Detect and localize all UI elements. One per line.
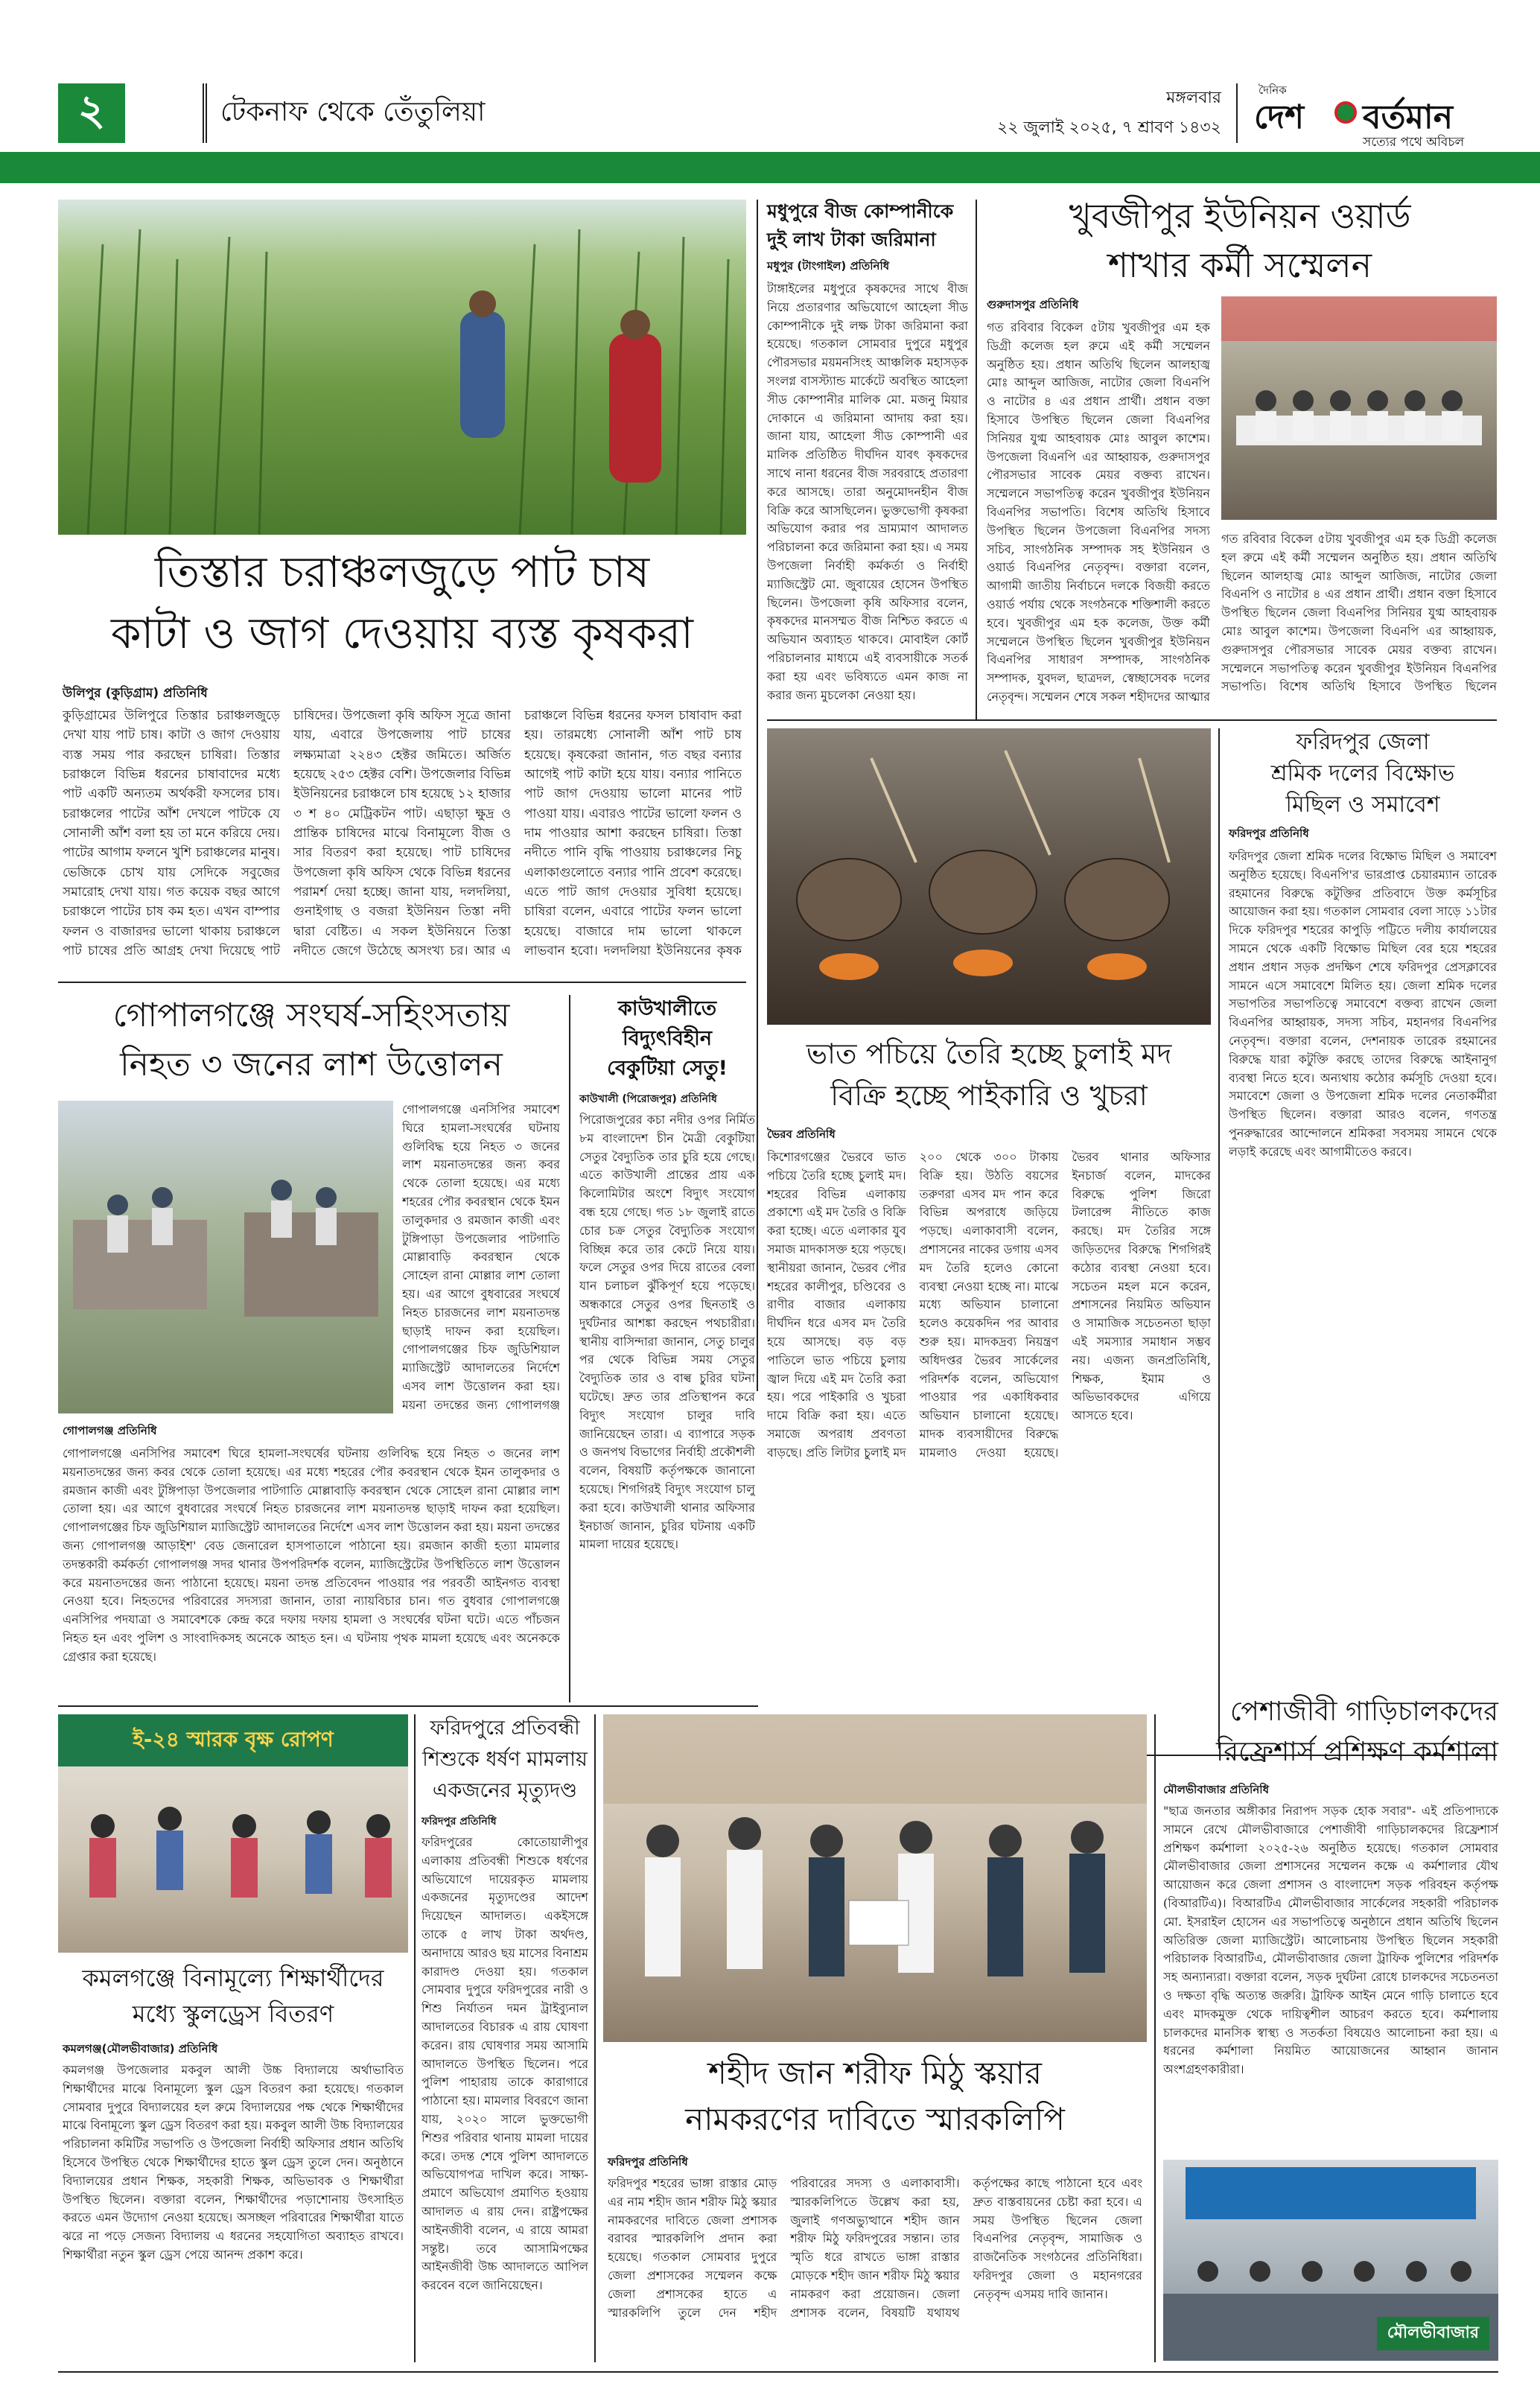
khubjipur-meeting-photo (1221, 296, 1497, 520)
masthead-divider-right (1236, 83, 1238, 143)
khubjipur-headline-2: শাখার কর্মী সম্মেলন (1107, 245, 1372, 285)
chulai-headline-2: বিক্রি হচ্ছে পাইকারি ও খুচরা (830, 1079, 1148, 1112)
paper-prefix: দৈনিক (1259, 83, 1287, 97)
khubjipur-headline-1: খুবজীপুর ইউনিয়ন ওয়ার্ড (1069, 196, 1411, 236)
driver-headline-1: পেশাজীবী গাড়িচালকদের (1229, 1696, 1498, 1727)
khubjipur-body-continued: গত রবিবার বিকেল ৫টায় খুবজীপুর এম হক ডিগ্রী কলেজ হল রুমে এই কর্মী সম্মেলন অনুষ্ঠিত হয়। প্রধান অতিথি ছিলেন আলহাজ্ব মোঃ আব্দুল আজিজ, নাটোর জেলা বিএনপি ও নাটোর ৪ এর প্রধান প্রার্থী। প্রধান বক্তা হিসাবে উপস্থিত ছিলেন জেলা বিএনপির সিনিয়র যুগ্ম আহবায়ক মোঃ আবুল কাশেম। উপজেলা বিএনপি এর আহ্বায়ক, গুরুদাসপুর পৌরসভার সাবেক মেয়র বক্তব্য রাখেন। সম্মেলনে সভাপতিত্ব করেন খুবজীপুর ইউনিয়ন বিএনপির সভাপতি। বিশেষ অতিথি হিসাবে উপস্থিত ছিলেন (1221, 532, 1497, 694)
tagline: সত্যের পথে অবিচল (1363, 135, 1465, 150)
weekday: মঙ্গলবার (1166, 89, 1221, 107)
bridge-byline: কাউখালী (পিরোজপুর) প্রতিনিধি (579, 1093, 717, 1105)
rape-headline-1: ফরিদপুরে প্রতিবন্ধী (430, 1717, 580, 1740)
driver-byline: মৌলভীবাজার প্রতিনিধি (1163, 1783, 1269, 1796)
rape-body: ফরিদপুরের কোতোয়ালীপুর এলাকায় প্রতিবন্ধী শিশুকে ধর্ষণের অভিযোগে দায়েরকৃত মামলায় একজনের মৃত্যুদণ্ডের আদেশ দিয়েছেন আদালত। একইসঙ্গে তাকে ৫ লাখ টাকা অর্থদণ্ড, অনাদায়ে আরও ছয় মাসের বিনাশ্রম কারাদণ্ড দেওয়া হয়। গতকাল সোমবার দুপুরে ফরিদপুরের নারী ও শিশু নির্যাতন দমন ট্রাইব্যুনাল আদালতের বিচারক এ রায় ঘোষণা করেন। রায় ঘোষণার সময় আসামি আদালতে উপস্থিত ছিলেন। পরে পুলিশ পাহারায় তাকে কারাগারে পাঠানো হয়। মামলার বিবরণে জানা যায়, ২০২০ সালে ভুক্তভোগী শিশুর পরিবার থানায় মামলা দায়ের করে। তদন্ত শেষে পুলিশ আদালতে অভিযোগপত্র দাখিল করে। সাক্ষ্য-প্রমাণে অভিযোগ প্রমাণিত হওয়ায় আদালত এ রায় দেন। রাষ্ট্রপক্ষের আইনজীবী বলেন, এ রায়ে আমরা সন্তুষ্ট। তবে আসামিপক্ষের আইনজীবী উচ্চ আদালতে আপিল করবেন বলে জানিয়েছেন। (421, 1835, 588, 2293)
sromik-headline-3: মিছিল ও সমাবেশ (1285, 792, 1440, 818)
shohid-body: ফরিদপুর শহরের ভাঙ্গা রাস্তার মোড় এর নাম শহীদ জান শরীফ মিঠু স্কয়ার নামকরণের দাবিতে জেলা প্রশাসক বরাবর স্মারকলিপি প্রদান করা হয়েছে। গতকাল সোমবার দুপুরে জেলা প্রশাসকের সম্মেলন কক্ষে জেলা প্রশাসকের হাতে এ স্মারকলিপি তুলে দেন শহীদ পরিবারের সদস্য ও এলাকাবাসী। স্মারকলিপিতে উল্লেখ করা হয়, জুলাই গণঅভ্যুত্থানে শহীদ জান শরীফ মিঠু ফরিদপুরের সন্তান। তার স্মৃতি ধরে রাখতে ভাঙ্গা রাস্তার মোড়কে শহীদ জান শরীফ মিঠু স্কয়ার নামকরণ করা প্রয়োজন। জেলা প্রশাসক বলেন, বিষয়টি যথাযথ কর্তৃপক্ষের কাছে পাঠানো হবে এবং দ্রুত বাস্তবায়নের চেষ্টা করা হবে। এ সময় উপস্থিত ছিলেন জেলা বিএনপির নেতৃবৃন্দ, সামাজিক ও রাজনৈতিক সংগঠনের প্রতিনিধিরা। ফরিদপুর জেলা ও মহানগরের নেতৃবৃন্দ এসময় দাবি জানান। (608, 2176, 1142, 2320)
kamalganj-body: কমলগঞ্জ উপজেলার মকবুল আলী উচ্চ বিদ্যালয়ে অর্থাভাবিত শিক্ষার্থীদের মাঝে বিনামূল্যে স্কুল ড্রেস বিতরণ করা হয়েছে। গতকাল সোমবার দুপুরে বিদ্যালয়ের হল রুমে বিদ্যালয়ের পক্ষ থেকে শিক্ষার্থীদের মাঝে বিনামূল্যে স্কুল ড্রেস বিতরণ করা হয়। মকবুল আলী উচ্চ বিদ্যালয়ের পরিচালনা কমিটির সভাপতি ও উপজেলা নির্বাহী অফিসার প্রধান অতিথি হিসেবে উপস্থিত থেকে শিক্ষার্থীদের হাতে স্কুল ড্রেস তুলে দেন। অনুষ্ঠানে বিদ্যালয়ের প্রধান শিক্ষক, সহকারী শিক্ষক, অভিভাবক ও শিক্ষার্থীরা উপস্থিত ছিলেন। বক্তারা বলেন, শিক্ষার্থীদের পড়াশোনায় উৎসাহিত করতে এমন উদ্যোগ নেওয়া হয়েছে। অসচ্ছল পরিবারের শিক্ষার্থীরা যাতে ঝরে না পড়ে সেজন্য বিদ্যালয় এ ধরনের সহযোগিতা অব্যাহত রাখবে। শিক্ষার্থীরা নতুন স্কুল ড্রেস পেয়ে আনন্দ প্রকাশ করে। (63, 2063, 404, 2262)
sromik-headline-1: ফরিদপুর জেলা (1296, 729, 1430, 755)
sromik-byline: ফরিদপুর প্রতিনিধি (1229, 827, 1309, 840)
memorandum-handover-photo (603, 1714, 1147, 2042)
shohid-byline: ফরিদপুর প্রতিনিধি (608, 2155, 688, 2169)
kamalganj-byline: কমলগঞ্জ(মৌলভীবাজার) প্রতিনিধি (63, 2042, 218, 2055)
meeting-illustration (1221, 296, 1497, 520)
gopalganj-body-continued: গোপালগঞ্জে এনসিপির সমাবেশ ঘিরে হামলা-সংঘর্ষের ঘটনায় গুলিবিদ্ধ হয়ে নিহত ৩ জনের লাশ ময়নাতদন্তের জন্য কবর থেকে তোলা হয়েছে। এর মধ্যে শহরের পৌর কবরস্থান থেকে ইমন তালুকদার ও রমজান কাজী এবং টুঙ্গিপাড়া উপজেলার পাটগাতি মোল্লাবাড়ি কবরস্থান থেকে সোহেল রানা মোল্লার লাশ তোলা হয়। এর আগে বুধবারের সংঘর্ষে নিহত চারজনের লাশ ময়নাতদন্ত ছাড়াই দাফন করা হয়েছিল। গোপালগঞ্জের চিফ জুডিশিয়াল ম্যাজিস্ট্রেট আদালতের নির্দেশে এসব লাশ উত্তোলন করা হয়। ময়না তদন্তের জন্য গোপালগঞ্জ (402, 1102, 560, 1412)
shohid-headline-1: শহীদ জান শরীফ মিঠু স্কয়ার (708, 2055, 1042, 2091)
chulai-headline-1: ভাত পচিয়ে তৈরি হচ্ছে চুলাই মদ (806, 1037, 1172, 1070)
bridge-headline-1: কাউখালীতে (617, 997, 717, 1020)
bridge-body: পিরোজপুরের কচা নদীর ওপর নির্মিত ৮ম বাংলাদেশ চীন মৈত্রী বেকুটিয়া সেতুর বৈদ্যুতিক তার চুরি হয়ে গেছে। এতে কাউখালী প্রান্তের প্রায় এক কিলোমিটার অংশে বিদ্যুৎ সংযোগ বন্ধ হয়ে গেছে। গত ১৮ জুলাই রাতে চোর চক্র সেতুর বৈদ্যুতিক সংযোগ বিচ্ছিন্ন করে তার কেটে নিয়ে যায়। ফলে সেতুর ওপর দিয়ে রাতের বেলা যান চলাচল ঝুঁকিপূর্ণ হয়ে পড়েছে। অন্ধকারে সেতুর ওপর ছিনতাই ও দুর্ঘটনার আশঙ্কা করছেন পথচারীরা। স্থানীয় বাসিন্দারা জানান, সেতু চালুর পর থেকে বিভিন্ন সময় সেতুর বৈদ্যুতিক তার ও বাল্ব চুরির ঘটনা ঘটেছে। দ্রুত তার প্রতিস্থাপন করে বিদ্যুৎ সংযোগ চালুর দাবি জানিয়েছেন তারা। এ ব্যাপারে সড়ক ও জনপথ বিভাগের নির্বাহী প্রকৌশলী বলেন, বিষয়টি কর্তৃপক্ষকে জানানো হয়েছে। শিগগিরই বিদ্যুৎ সংযোগ চালু করা হবে। কাউখালী থানার অফিসার ইনচার্জ জানান, চুরির ঘটনায় একটি মামলা দায়ের হয়েছে। (579, 1113, 755, 1552)
bij-headline-1: মধুপুরে বীজ কোম্পানীকে (767, 200, 954, 222)
jute-field-photo (58, 200, 746, 535)
gopalganj-headline-1: গোপালগঞ্জে সংঘর্ষ-সহিংসতায় (112, 996, 510, 1034)
driver-headline-2: রিফ্রেশার্স প্রশিক্ষণ কর্মশালা (1215, 1737, 1498, 1767)
driver-workshop-photo (1163, 2160, 1498, 2361)
rule-page-bottom (58, 2371, 1498, 2373)
bij-byline: মধুপুর (টাংগাইল) প্রতিনিধি (767, 259, 890, 273)
masthead-divider (203, 83, 207, 143)
bij-body: টাঙ্গাইলের মধুপুরে কৃষকদের সাথে বীজ নিয়ে প্রতারণার অভিযোগে আহেলা সীড কোম্পানীকে দুই লক্ষ টাকা জরিমানা করা হয়েছে। গতকাল সোমবার দুপুরে মধুপুর পৌরসভার ময়মনসিংহ আঞ্চলিক মহাসড়ক সংলগ্ন বাসস্ট্যান্ড মার্কেটে অবস্থিত আহেলা সীড কোম্পানীর মালিক মো. মজনু মিয়ার দোকানে এ জরিমানা আদায় করা হয়। জানা যায়, আহেলা সীড কোম্পানী এর মালিক প্রতিষ্ঠিত দীর্ঘদিন যাবৎ কৃষকদের সাথে নানা ধরনের বীজ সরবরাহে প্রতারণা করে আসছে। তারা অনুমোদনহীন বীজ বিক্রি করে আসছিলেন। ভুক্তভোগী কৃষকরা অভিযোগ করার পর ভ্রাম্যমাণ আদালত পরিচালনা করে জরিমানা করা হয়। এ সময় উপজেলা নির্বাহী কর্মকর্তা ও নির্বাহী ম্যাজিস্ট্রেট মো. জুবায়ের হোসেন উপস্থিত ছিলেন। উপজেলা কৃষি অফিসার বলেন, কৃষকদের মানসম্মত বীজ নিশ্চিত করতে এ অভিযান অব্যাহত থাকবে। মোবাইল কোর্ট পরিচালনার মাধ্যমে এই ব্যবসায়ীকে সতর্ক করা হয় এবং ভবিষ্যতে এমন কাজ না করার জন্য মুচলেকা নেওয়া হয়। (767, 282, 968, 702)
rule-mid (58, 1705, 758, 1707)
gopalganj-exhumation-photo (58, 1101, 393, 1413)
rule-sromik-left (1218, 728, 1220, 1749)
handover-illustration (603, 1714, 1147, 2042)
jute-headline-2: কাটা ও জাগ দেওয়ায় ব্যস্ত কৃষকরা (111, 608, 693, 658)
khubjipur-body-right (1221, 530, 1497, 712)
jute-headline-1: তিস্তার চরাঞ্চলজুড়ে পাট চাষ (154, 547, 650, 597)
rule-rape-right (594, 1714, 596, 2362)
kamalganj-headline-1: কমলগঞ্জে বিনামূল্যে শিক্ষার্থীদের (82, 1964, 384, 1992)
page-number: ২ (77, 86, 106, 135)
driver-body: "ছাত্র জনতার অঙ্গীকার নিরাপদ সড়ক হোক সবার"- এই প্রতিপাদ্যকে সামনে রেখে মৌলভীবাজারে পেশাজীবী গাড়িচালকদের রিফ্রেশার্স প্রশিক্ষণ কর্মশালা ২০২৫-২৬ অনুষ্ঠিত হয়েছে। গতকাল সোমবার মৌলভীবাজার জেলা প্রশাসনের সম্মেলন কক্ষে এ কর্মশালার যৌথ আয়োজন করে জেলা প্রশাসন ও বাংলাদেশ সড়ক পরিবহন কর্তৃপক্ষ (বিআরটিএ)। বিআরটিএ মৌলভীবাজার সার্কেলের সহকারী পরিচালক মো. ইসরাইল হোসেন এর সভাপতিত্বে অনুষ্ঠানে প্রধান অতিথি ছিলেন অতিরিক্ত জেলা ম্যাজিস্ট্রেট। আলোচনায় উপস্থিত ছিলেন সহকারী পরিচালক বিআরটিএ, মৌলভীবাজার জেলা ট্রাফিক পুলিশের পরিদর্শক সহ অন্যান্যরা। বক্তারা বলেন, সড়ক দুর্ঘটনা রোধে চালকদের সচেতনতা ও দক্ষতা বৃদ্ধি অত্যন্ত জরুরি। ট্রাফিক আইন মেনে গাড়ি চালাতে হবে এবং মাদকমুক্ত থেকে দায়িত্বশীল আচরণ করতে হবে। কর্মশালায় চালকদের মানসিক স্বাস্থ্য ও সতর্কতা বিষয়েও আলোচনা করা হয়। এ ধরনের কর্মশালা নিয়মিত আয়োজনের আহ্বান জানান অংশগ্রহণকারীরা। (1163, 1804, 1498, 2077)
section-name: টেকনাফ থেকে তেঁতুলিয়া (220, 97, 486, 127)
sromik-body: ফরিদপুর জেলা শ্রমিক দলের বিক্ষোভ মিছিল ও সমাবেশ অনুষ্ঠিত হয়েছে। বিএনপি'র ভারপ্রাপ্ত চেয়ারম্যান তারেক রহমানের বিরুদ্ধে কটুক্তির প্রতিবাদে উক্ত কর্মসূচির আয়োজন করা হয়। গতকাল সোমবার বেলা সাড়ে ১১টার দিকে ফরিদপুর শহরের কাপুড়ি পট্টিতে দলীয় কার্যালয়ের সামনে থেকে একটি বিক্ষোভ মিছিল বের হয়ে শহরের প্রধান প্রধান সড়ক প্রদক্ষিণ শেষে ফরিদপুর প্রেসক্লাবের সামনে এসে সমাবেশে মিলিত হয়। জেলা শ্রমিক দলের সভাপতির সভাপতিত্বে সমাবেশে বক্তব্য রাখেন জেলা বিএনপির আহ্বায়ক, সদস্য সচিব, মহানগর বিএনপির নেতৃবৃন্দ। বক্তারা বলেন, দেশনায়ক তারেক রহমানের বিরুদ্ধে যারা কটুক্তি করছে তাদের বিরুদ্ধে আইনানুগ ব্যবস্থা নিতে হবে। অন্যথায় কঠোর কর্মসূচি দেওয়া হবে। সমাবেশে জেলা ও উপজেলা শ্রমিক দলের নেতাকর্মীরা উপস্থিত ছিলেন। বক্তারা আরও বলেন, গণতন্ত্র পুনরুদ্ধারের আন্দোলনে শ্রমিকরা সবসময় সামনে থেকে লড়াই করেছে এবং আগামীতেও করবে। (1229, 849, 1497, 1159)
gopalganj-headline-2: নিহত ৩ জনের লাশ উত্তোলন (120, 1046, 503, 1084)
driver-photo-banner-text: মৌলভীবাজার (1387, 2324, 1479, 2342)
chulai-pots-photo (767, 728, 1211, 1025)
bridge-headline-2: বিদ্যুৎবিহীন (623, 1027, 712, 1050)
bridge-headline-3: বেকুটিয়া সেতু! (607, 1057, 728, 1080)
chulai-body: কিশোরগঞ্জের ভৈরবে ভাত পচিয়ে তৈরি হচ্ছে চুলাই মদ। শহরের বিভিন্ন এলাকায় প্রকাশ্যে এই মদ তৈরি ও বিক্রি করা হচ্ছে। এতে এলাকার যুব সমাজ মাদকাসক্ত হয়ে পড়ছে। স্থানীয়রা জানান, ভৈরব পৌর শহরের কালীপুর, চণ্ডিবের ও রাণীর বাজার এলাকায় দীর্ঘদিন ধরে এসব মদ তৈরি হয়ে আসছে। বড় বড় পাতিলে ভাত পচিয়ে চুলায় জ্বাল দিয়ে এই মদ তৈরি করা হয়। পরে পাইকারি ও খুচরা দামে বিক্রি করা হয়। এতে সমাজে অপরাধ প্রবণতা বাড়ছে। প্রতি লিটার চুলাই মদ ২০০ থেকে ৩০০ টাকায় বিক্রি হয়। উঠতি বয়সের তরুণরা এসব মদ পান করে বিভিন্ন অপরাধে জড়িয়ে পড়ছে। এলাকাবাসী বলেন, প্রশাসনের নাকের ডগায় এসব মদ তৈরি হলেও কোনো ব্যবস্থা নেওয়া হচ্ছে না। মাঝে মধ্যে অভিযান চালানো হলেও কয়েকদিন পর আবার শুরু হয়। মাদকদ্রব্য নিয়ন্ত্রণ অধিদপ্তর ভৈরব সার্কেলের পরিদর্শক বলেন, অভিযোগ পাওয়ার পর একাধিকবার অভিযান চালানো হয়েছে। মাদক ব্যবসায়ীদের বিরুদ্ধে মামলাও দেওয়া হয়েছে। ভৈরব থানার অফিসার ইনচার্জ বলেন, মাদকের বিরুদ্ধে পুলিশ জিরো টলারেন্স নীতিতে কাজ করছে। মদ তৈরির সঙ্গে জড়িতদের বিরুদ্ধে শিগগিরই কঠোর ব্যবস্থা নেওয়া হবে। সচেতন মহল মনে করেন, প্রশাসনের নিয়মিত অভিযান ও সামাজিক সচেতনতা ছাড়া এই সমস্যার সমাধান সম্ভব নয়। এজন্য জনপ্রতিনিধি, শিক্ষক, ইমাম ও অভিভাবকদের এগিয়ে আসতে হবে। (767, 1150, 1211, 1460)
rule-bij-right (976, 200, 977, 721)
rape-headline-2: শিশুকে ধর্ষণ মামলায় (422, 1748, 588, 1771)
khubjipur-byline: গুরুদাসপুর প্রতিনিধি (987, 298, 1079, 311)
kamalganj-banner-text: ই-২৪ স্মারক বৃক্ষ রোপণ (133, 1726, 334, 1752)
rule-shohid-right (1154, 1714, 1156, 2362)
rule-jute-bottom (58, 982, 746, 983)
jute-byline: উলিপুর (কুড়িগ্রাম) প্রতিনিধি (63, 686, 208, 701)
gopalganj-body-right (402, 1101, 560, 1428)
page-number-box (58, 83, 125, 143)
rape-headline-3: একজনের মৃত্যুদণ্ড (432, 1779, 578, 1802)
kamalganj-headline-2: মধ্যে স্কুলড্রেস বিতরণ (132, 2000, 334, 2028)
date-line: ২২ জুলাই ২০২৫, ৭ শ্রাবণ ১৪৩২ (996, 118, 1221, 137)
kamalganj-event-photo (58, 1714, 408, 1953)
chulai-byline: ভৈরব প্রতিনিধি (767, 1128, 836, 1141)
rule-kamalganj-right (414, 1714, 416, 2362)
jute-body: কুড়িগ্রামের উলিপুরে তিস্তার চরাঞ্চলজুড়ে দেখা যায় পাট চাষ। কাটা ও জাগ দেওয়ায় ব্যস্ত সময় পার করছেন চাষিরা। তিস্তার চরাঞ্চলে বিভিন্ন ধরনের চাষাবাদের মধ্যে পাট একটি অন্যতম অর্থকরী ফসলের চাষ। চরাঞ্চলের পাটের আঁশ দেখলে পাটকে যে সোনালী আঁশ বলা হয় তা মনে করিয়ে দেয়। পাটের আগাম ফলনে খুশি চরাঞ্চলের মানুষ। ভেজিকে চোখ যায় সেদিকে সবুজের সমারোহ দেখা যায়। গত কয়েক বছর আগে চরাঞ্চলে পাটের চাষ কম হত। এখন বাম্পার ফলন ও বাজারদর ভালো থাকায় চরাঞ্চলে পাট চাষের প্রতি আগ্রহ দেখা দিয়েছে পাট চাষিদের। উপজেলা কৃষি অফিস সূত্রে জানা যায়, এবারে উপজেলায় পাট চাষের লক্ষ্যমাত্রা ২২৪৩ হেক্টর জমিতে। অর্জিত হয়েছে ২৫৩ হেক্টর বেশি। উপজেলার বিভিন্ন ইউনিয়নের চরাঞ্চলে চাষ হয়েছে ১২ হাজার ৩ শ ৪০ মেট্রিকটন পাট। এছাড়া ক্ষুদ্র ও প্রান্তিক চাষিদের মাঝে বিনামূল্যে বীজ ও সার বিতরণ করা হয়েছে। পাট চাষিদের উপজেলা কৃষি অফিস থেকে বিভিন্ন ধরনের পরামর্শ দেয়া হচ্ছে। জানা যায়, দলদলিয়া, গুনাইগাছ ও বজরা ইউনিয়ন তিস্তা নদী দ্বারা বেষ্টিত। এ সকল ইউনিয়নে তিস্তা নদীতে জেগে উঠেছে অসংখ্য চর। আর এ চরাঞ্চলে বিভিন্ন ধরনের ফসল চাষাবাদ করা হয়। তারমধ্যে সোনালী আঁশ পাট চাষ হয়েছে। কৃষকেরা জানান, গত বছর বন্যার আগেই পাট কাটা হয়ে যায়। বন্যার পানিতে পাট জাগ দেওয়ায় ভালো মানের পাট পাওয়া যায়। এবারও পাটের ভালো ফলন ও দাম পাওয়ার আশা করছেন চাষিরা। তিস্তা নদীতে পানি বৃদ্ধি পাওয়ায় চরাঞ্চলের নিচু এলাকাগুলোতে বন্যার পানি প্রবেশ করেছে। এতে পাট জাগ দেওয়ার সুবিধা হয়েছে। চাষিরা বলেন, এবারে পাটের ফলন ভালো হয়েছে। বাজারে দাম ভালো থাকলে লাভবান হবো। দলদলিয়া ইউনিয়নের কৃষক (63, 708, 742, 959)
driver-photo-banner (1377, 2317, 1489, 2350)
bij-headline-2: দুই লাখ টাকা জরিমানা (767, 229, 936, 250)
masthead-green-bar (0, 152, 1540, 183)
khubjipur-body-left: গত রবিবার বিকেল ৫টায় খুবজীপুর এম হক ডিগ্রী কলেজ হল রুমে এই কর্মী সম্মেলন অনুষ্ঠিত হয়। প্রধান অতিথি ছিলেন আলহাজ্ব মোঃ আব্দুল আজিজ, নাটোর জেলা বিএনপি ও নাটোর ৪ এর প্রধান প্রার্থী। প্রধান বক্তা হিসাবে উপস্থিত ছিলেন জেলা বিএনপির সিনিয়র যুগ্ম আহবায়ক মোঃ আবুল কাশেম। উপজেলা বিএনপি এর আহ্বায়ক, গুরুদাসপুর পৌরসভার সাবেক মেয়র বক্তব্য রাখেন। সম্মেলনে সভাপতিত্ব করেন খুবজীপুর ইউনিয়ন বিএনপির সভাপতি। বিশেষ অতিথি হিসাবে উপস্থিত ছিলেন উপজেলা বিএনপির সদস্য সচিব, সাংগঠনিক সম্পাদক সহ ইউনিয়ন ও ওয়ার্ড বিএনপির নেতৃবৃন্দ। বক্তারা বলেন, আগামী জাতীয় নির্বাচনে দলকে বিজয়ী করতে ওয়ার্ড পর্যায় থেকে সংগঠনকে শক্তিশালী করতে হবে। খুবজীপুর এম হক কলেজ, উক্ত কর্মী সম্মেলনে উপস্থিত ছিলেন খুবজীপুর ইউনিয়ন বিএনপির সাধারণ সম্পাদক, সাংগঠনিক সম্পাদক, যুবদল, ছাত্রদল, স্বেচ্ছাসেবক দলের নেতৃবৃন্দ। সম্মেলন শেষে সকল শহীদদের আত্মার (987, 320, 1210, 704)
exhumation-illustration (58, 1101, 393, 1413)
gopalganj-body-left: গোপালগঞ্জে এনসিপির সমাবেশ ঘিরে হামলা-সংঘর্ষের ঘটনায় গুলিবিদ্ধ হয়ে নিহত ৩ জনের লাশ ময়নাতদন্তের জন্য কবর থেকে তোলা হয়েছে। এর মধ্যে শহরের পৌর কবরস্থান থেকে ইমন তালুকদার ও রমজান কাজী এবং টুঙ্গিপাড়া উপজেলার পাটগাতি মোল্লাবাড়ি কবরস্থান থেকে সোহেল রানা মোল্লার লাশ তোলা হয়। এর আগে বুধবারের সংঘর্ষে নিহত চারজনের লাশ ময়নাতদন্ত ছাড়াই দাফন করা হয়েছিল। গোপালগঞ্জের চিফ জুডিশিয়াল ম্যাজিস্ট্রেট আদালতের নির্দেশে এসব লাশ উত্তোলন করা হয়। ময়না তদন্তের জন্য গোপালগঞ্জ আড়াইশ' বেড জেনারেল হাসপাতালে পাঠানো হয়। রমজান কাজী হত্যা মামলার তদন্তকারী কর্মকর্তা গোপালগঞ্জ সদর থানার উপপরিদর্শক বলেন, ম্যাজিস্ট্রেটের উপস্থিতিতে লাশ উত্তোলন করে ময়নাতদন্তের জন্য পাঠানো হয়েছে। ময়না তদন্ত প্রতিবেদন পাওয়ার পর পরবর্তী আইনগত ব্যবস্থা নেওয়া হবে। নিহতদের পরিবারের সদস্যরা জানান, তারা ন্যায়বিচার চান। গত বুধবার গোপালগঞ্জে এনসিপির পদযাত্রা ও সমাবেশকে কেন্দ্র করে দফায় দফায় হামলা ও সংঘর্ষের ঘটনা ঘটে। এতে পাঁচজন নিহত হন এবং পুলিশ ও সাংবাদিকসহ অনেকে আহত হন। এ ঘটনায় পৃথক মামলা হয়েছে এবং অনেককে গ্রেপ্তার করা হয়েছে। (63, 1446, 560, 1664)
kamalganj-crowd-illustration (58, 1714, 408, 1953)
jute-field-illustration (58, 200, 746, 535)
paper-name-right: বর্তমান (1363, 98, 1453, 136)
paper-logo (1251, 73, 1512, 150)
rape-byline: ফরিদপুর প্রতিনিধি (421, 1816, 497, 1828)
rule-col-main (757, 200, 758, 1391)
pots-illustration (767, 728, 1211, 1025)
shohid-headline-2: নামকরণের দাবিতে স্মারকলিপি (685, 2101, 1065, 2137)
gopalganj-byline: গোপালগঞ্জ প্রতিনিধি (63, 1424, 157, 1437)
paper-name-left: দেশ (1254, 98, 1305, 136)
sromik-headline-2: শ্রমিক দলের বিক্ষোভ (1270, 760, 1455, 786)
rule-khubjipur-bottom (767, 719, 1497, 721)
logo-emblem-icon (1334, 101, 1357, 124)
rule-gopalganj-right (569, 995, 570, 1702)
